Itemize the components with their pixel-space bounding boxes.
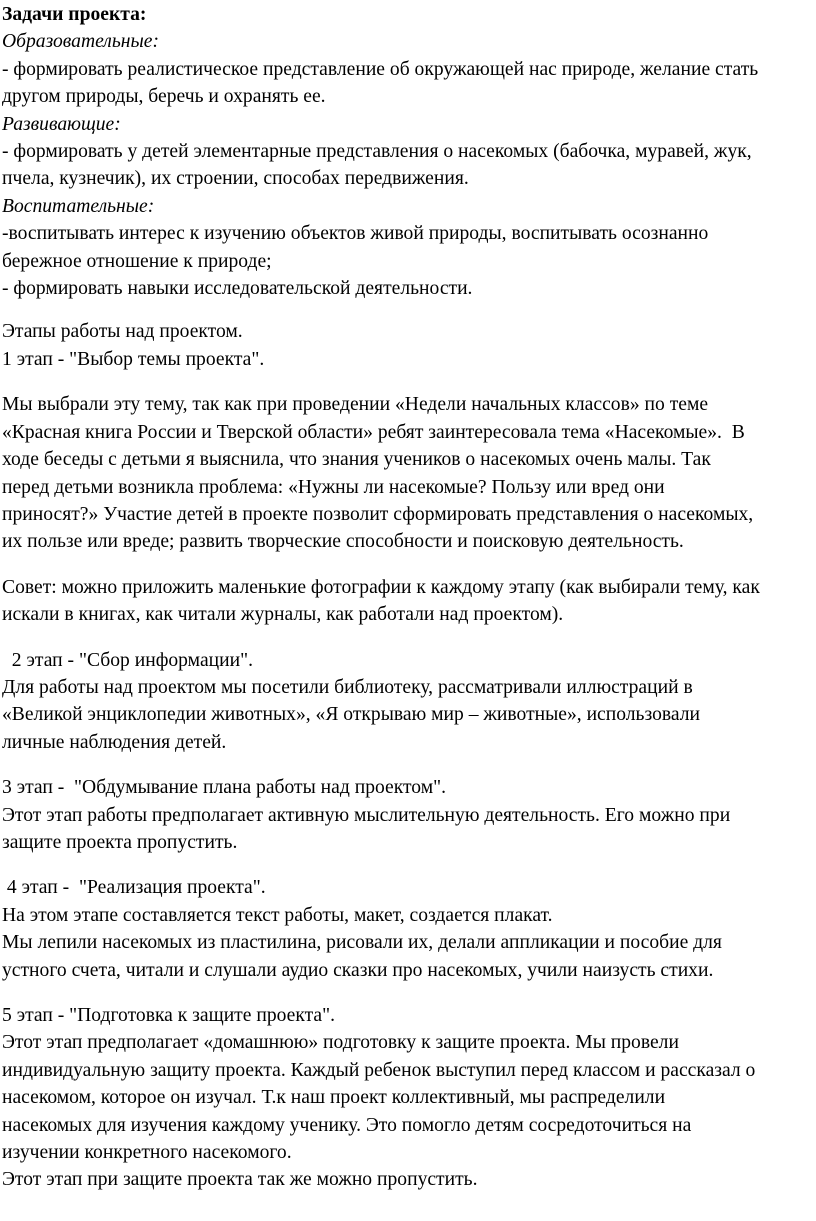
stage1-text-section xyxy=(2,391,816,555)
stage2-line: «Великой энциклопедии животных», «Я открываю мир – животные», использовали xyxy=(2,704,701,726)
tip-line: искали в книгах, как читали журналы, как работали над проектом). xyxy=(2,604,564,626)
stage4-line: На этом этапе составляется текст работы, макет, создается плакат. xyxy=(2,904,553,926)
stage3-line: Этот этап работы предполагает активную мыслительную деятельность. Его можно при xyxy=(2,804,731,826)
spacer xyxy=(2,856,816,874)
stage5-line: насекомом, которое он изучал. Т.к наш проект коллективный, мы распределили xyxy=(2,1087,666,1109)
stage4-section xyxy=(2,874,816,984)
stage3-section xyxy=(2,774,816,856)
spacer xyxy=(2,629,816,647)
tip-line: Совет: можно приложить маленькие фотографии к каждому этапу (как выбирали тему, как xyxy=(2,576,760,598)
stage5-line: Этот этап при защите проекта так же можно пропустить. xyxy=(2,1169,478,1191)
stage5-line: индивидуальную защиту проекта. Каждый ребенок выступил перед классом и рассказал о xyxy=(2,1059,756,1081)
stage1-line: ходе беседы с детьми я выяснила, что знания учеников о насекомых очень малы. Так xyxy=(2,449,711,471)
upbringing-line: -воспитывать интерес к изучению объектов живой природы, воспитывать осознанно xyxy=(2,223,709,245)
educational-heading: Образовательные: xyxy=(2,31,159,53)
stage5-heading: 5 этап - "Подготовка к защите проекта". xyxy=(2,1005,336,1026)
stage1-line: приносят?» Участие детей в проекте позволит сформировать представления о насекомых, xyxy=(2,503,754,525)
project-goals-section xyxy=(2,1,816,302)
stage5-line: Этот этап предполагает «домашнюю» подготовку к защите проекта. Мы провели xyxy=(2,1032,679,1054)
stage2-section xyxy=(2,647,816,757)
upbringing-line: бережное отношение к природе; xyxy=(2,250,272,272)
spacer xyxy=(2,756,816,774)
stage4-line: устного счета, читали и слушали аудио сказки про насекомых, учили наизусть стихи. xyxy=(2,959,714,981)
stage1-heading: 1 этап - "Выбор темы проекта". xyxy=(2,348,265,370)
spacer xyxy=(2,984,816,1002)
stage5-section xyxy=(2,1002,816,1194)
stage4-line: Мы лепили насекомых из пластилина, рисовали их, делали аппликации и пособие для xyxy=(2,932,722,954)
stage3-line: защите проекта пропустить. xyxy=(2,831,238,853)
developmental-line: - формировать у детей элементарные представления о насекомых (бабочка, муравей, жук, xyxy=(2,141,752,163)
stage2-line: Для работы над проектом мы посетили библиотеку, рассматривали иллюстраций в xyxy=(2,676,693,698)
spacer xyxy=(2,373,816,391)
developmental-line: пчела, кузнечик), их строении, способах передвижения. xyxy=(2,168,469,190)
stages-title: Этапы работы над проектом. xyxy=(2,321,243,343)
stage2-line: личные наблюдения детей. xyxy=(2,731,227,753)
stage1-line: их пользе или вреде; развить творческие способности и поисковую деятельность. xyxy=(2,531,684,553)
spacer xyxy=(2,302,816,318)
stage1-line: перед детьми возникла проблема: «Нужны ли насекомые? Пользу или вред они xyxy=(2,476,665,498)
stage3-heading: 3 этап - "Обдумывание плана работы над проектом". xyxy=(2,777,447,799)
upbringing-heading: Воспитательные: xyxy=(2,195,155,217)
tip-section xyxy=(2,574,816,629)
stages-intro-section xyxy=(2,318,816,373)
educational-line: другом природы, беречь и охранять ее. xyxy=(2,86,326,108)
spacer xyxy=(2,556,816,574)
upbringing-line: - формировать навыки исследовательской деятельности. xyxy=(2,278,473,300)
stage2-heading: 2 этап - "Сбор информации". xyxy=(2,649,253,671)
educational-line: - формировать реалистическое представление об окружающей нас природе, желание стать xyxy=(2,58,759,80)
stage1-line: «Красная книга России и Тверской области» ребят заинтересовала тема «Насекомые». В xyxy=(2,421,745,443)
stage5-line: насекомых для изучения каждому ученику. Это помогло детям сосредоточиться на xyxy=(2,1114,692,1136)
goals-title: Задачи проекта: xyxy=(2,4,147,25)
stage1-line: Мы выбрали эту тему, так как при проведении «Недели начальных классов» по теме xyxy=(2,394,709,416)
stage4-heading: 4 этап - "Реализация проекта". xyxy=(2,877,266,899)
developmental-heading: Развивающие: xyxy=(2,113,121,135)
stage5-line: изучении конкретного насекомого. xyxy=(2,1142,292,1164)
